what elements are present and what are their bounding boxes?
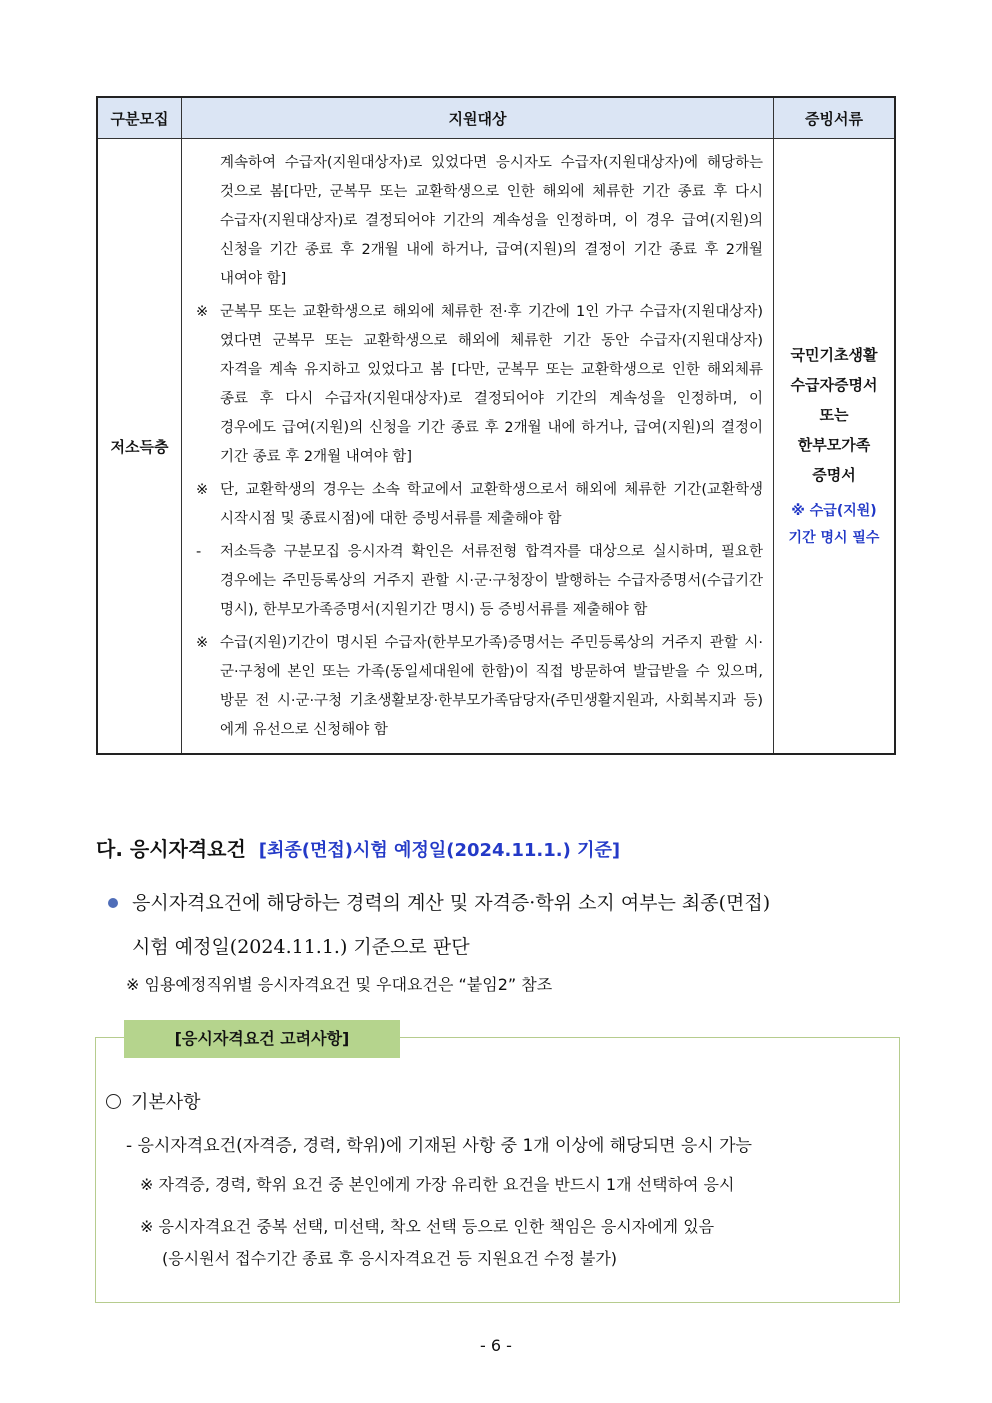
proof-note-line: ※ 수급(지원) <box>791 503 877 519</box>
basic-label: 기본사항 <box>131 1092 201 1113</box>
item-4-marker: ※ <box>196 635 209 651</box>
eligibility-table <box>96 96 896 755</box>
category-cell: 저소득층 <box>97 139 182 755</box>
section-title: 다. 응시자격요건 <box>96 837 246 861</box>
item-2-marker: ※ <box>196 482 209 498</box>
item-3 <box>196 538 763 625</box>
bullet-line-2: 시험 예정일(2024.11.1.) 기준으로 판단 <box>132 936 470 958</box>
section-heading <box>96 833 620 862</box>
considerations-title: [응시자격요건 고려사항] <box>124 1020 400 1058</box>
basic-heading <box>106 1088 201 1114</box>
bullet-line-1: 응시자격요건에 해당하는 경력의 계산 및 자격증·학위 소지 여부는 최종(면접) <box>132 892 771 914</box>
proof-line: 수급자증명서 <box>790 376 878 394</box>
item-3-marker: - <box>196 544 202 560</box>
item-4-text: 수급(지원)기간이 명시된 수급자(한부모가족)증명서는 주민등록상의 거주지 관할 시·군·구청에 본인 또는 가족(동일세대원에 한함)이 직접 방문하여 발급받을 수 있으며, 방문 전 시·군·구청 기초생활보장·한부모가족담당자(주민생활지원과, 사회복지과 등)에게 유선으로 신청해야 함 <box>220 635 763 738</box>
reference-note: ※ 임용예정직위별 응시자격요건 및 우대요건은 “붙임2” 참조 <box>126 975 553 994</box>
page-number: - 6 - <box>480 1336 512 1355</box>
header-category: 구분모집 <box>97 97 182 139</box>
proof-line: 한부모가족 <box>797 436 871 454</box>
header-proof: 증빙서류 <box>774 97 896 139</box>
rule-4: (응시원서 접수기간 종료 후 응시자격요건 등 지원요건 수정 불가) <box>162 1249 618 1268</box>
proof-cell <box>774 139 896 755</box>
proof-line: 또는 <box>819 406 849 424</box>
section-highlight: [최종(면접)시험 예정일(2024.11.1.) 기준] <box>258 840 621 861</box>
target-cell <box>182 139 774 755</box>
item-3-text: 저소득층 구분모집 응시자격 확인은 서류전형 합격자를 대상으로 실시하며, 필요한 경우에는 주민등록상의 거주지 관할 시·군·구청장이 발행하는 수급자증명서(수급기간 명시), 한부모가족증명서(지원기간 명시) 등 증빙서류를 제출해야 함 <box>220 544 763 618</box>
item-2-text: 단, 교환학생의 경우는 소속 학교에서 교환학생으로서 해외에 체류한 기간(교환학생 시작시점 및 종료시점)에 대한 증빙서류를 제출해야 함 <box>220 482 763 527</box>
rule-3: ※ 응시자격요건 중복 선택, 미선택, 착오 선택 등으로 인한 책임은 응시자에게 있음 <box>140 1217 715 1236</box>
item-1-text: 군복무 또는 교환학생으로 해외에 체류한 전·후 기간에 1인 가구 수급자(지원대상자)였다면 군복무 또는 교환학생으로 해외에 체류한 기간 동안 수급자(지원대상자) 자격을 계속 유지하고 있었다고 봄 [다만, 군복무 또는 교환학생으로 인한 해외체류 종료 후 다시 수급자(지원대상자)로 결정되어야 기간의 계속성을 인정하며, 이 경우에도 급여(지원)의 신청을 기간 종료 후 2개월 내에 하거나, 급여(지원)의 결정이 기간 종료 후 2개월 내여야 함] <box>220 304 763 465</box>
item-1-marker: ※ <box>196 304 209 320</box>
item-1 <box>196 298 763 472</box>
bullet-dot-icon <box>108 898 118 908</box>
proof-line: 국민기초생활 <box>790 346 878 364</box>
proof-note <box>778 498 890 552</box>
continuation-text: 계속하여 수급자(지원대상자)로 있었다면 응시자도 수급자(지원대상자)에 해당하는 것으로 봄[다만, 군복무 또는 교환학생으로 인한 해외에 체류한 기간 종료 후 다시 수급자(지원대상자)로 결정되어야 기간의 계속성을 인정하며, 이 경우 급여(지원)의 신청을 기간 종료 후 2개월 내에 하거나, 급여(지원)의 결정이 기간 종료 후 2개월 내여야 함] <box>220 155 763 287</box>
rule-1: - 응시자격요건(자격증, 경력, 학위)에 기재된 사항 중 1개 이상에 해당되면 응시 가능 <box>126 1136 752 1156</box>
proof-note-line: 기간 명시 필수 <box>788 530 880 546</box>
item-2 <box>196 476 763 534</box>
rule-2: ※ 자격증, 경력, 학위 요건 중 본인에게 가장 유리한 요건을 반드시 1개 선택하여 응시 <box>140 1175 735 1194</box>
proof-line: 증명서 <box>812 466 856 484</box>
item-4 <box>196 629 763 745</box>
circle-icon <box>106 1094 121 1109</box>
header-target: 지원대상 <box>182 97 774 139</box>
